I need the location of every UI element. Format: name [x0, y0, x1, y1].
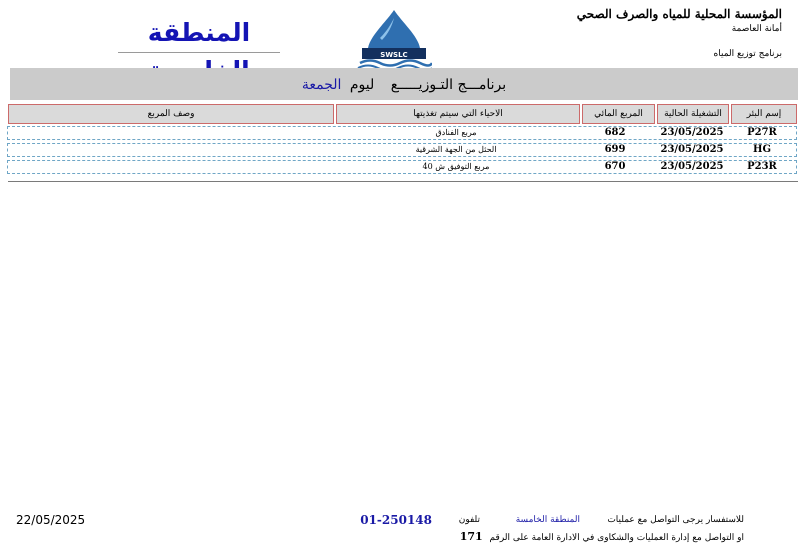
column-header-description: وصف المربع — [8, 104, 334, 124]
logo-text: SWSLC — [380, 51, 408, 59]
column-header-well: إسم البئر — [731, 104, 797, 124]
tank-number: 670 — [604, 161, 626, 172]
footer-zone-name: المنطقة الخامسة — [515, 515, 580, 525]
column-header-areas: الاحياء التي سيتم تغذيتها — [336, 104, 580, 124]
run-date: 23/05/2025 — [660, 161, 724, 172]
organization-unit: أمانة العاصمة — [731, 24, 782, 34]
table-row — [7, 126, 797, 140]
served-areas: الحثل من الجهة الشرقية — [415, 145, 497, 154]
served-areas: مربع التوفيق ش 40 — [422, 162, 490, 171]
water-drop-logo — [356, 8, 432, 70]
day-prefix: ليوم — [349, 77, 375, 93]
distribution-title-bar — [10, 68, 798, 100]
complaints-number: 171 — [459, 530, 483, 543]
table-row — [7, 143, 797, 157]
phone-number: 01-250148 — [360, 513, 432, 527]
tank-number: 699 — [604, 144, 626, 155]
table-bottom-rule — [8, 181, 798, 182]
table-row — [7, 160, 797, 174]
served-areas: مربع الفنادق — [435, 128, 477, 137]
organization-header — [562, 6, 782, 61]
run-date: 23/05/2025 — [660, 127, 724, 138]
footer-contact-line — [360, 512, 744, 528]
organization-name: المؤسسة المحلية للمياه والصرف الصحي — [576, 7, 782, 21]
footer-complaints-line — [460, 529, 744, 546]
well-name: HG — [753, 144, 771, 155]
complaints-text: او التواصل مع إدارة العمليات والشكاوى في الادارة العامة على الرقم — [489, 533, 744, 543]
column-header-tank: المربع المائي — [582, 104, 655, 124]
program-caption: برنامج توزيع المياه — [713, 49, 782, 59]
inquiry-text: للاستفسار يرجى التواصل مع عمليات — [607, 515, 744, 525]
phone-label: تلفون — [458, 515, 480, 525]
tank-number: 682 — [604, 127, 626, 138]
well-name: P27R — [747, 127, 777, 138]
print-date: 22/05/2025 — [16, 513, 86, 527]
program-title: برنامـــج التـوزيـــــع — [390, 77, 507, 93]
day-name: الجمعة — [301, 77, 342, 93]
logo-drop — [368, 10, 420, 48]
zone-title: المنطقة — [118, 14, 280, 53]
column-header-date: التشغيلة الحالية — [657, 104, 729, 124]
well-name: P23R — [747, 161, 777, 172]
run-date: 23/05/2025 — [660, 144, 724, 155]
